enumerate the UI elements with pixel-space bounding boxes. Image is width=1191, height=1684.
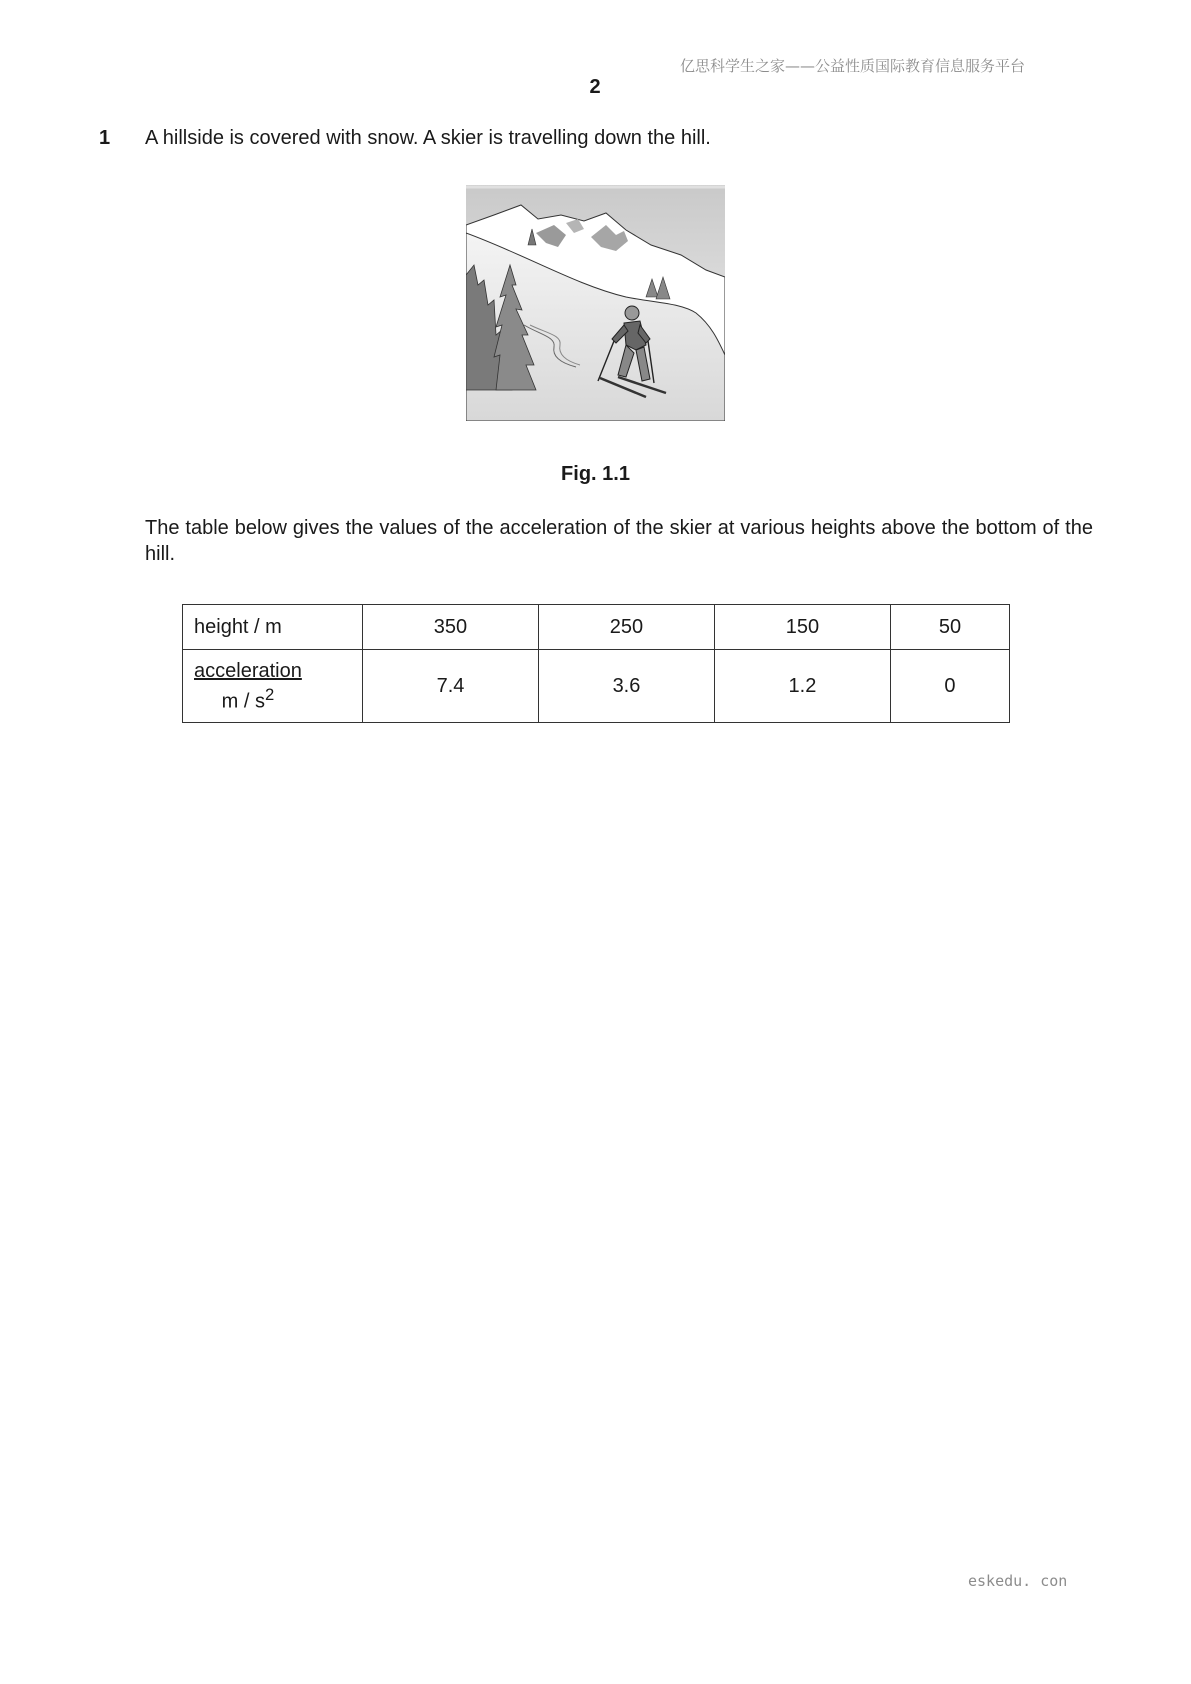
acceleration-cell: 1.2	[714, 650, 890, 723]
row-label-acceleration	[183, 650, 363, 723]
question-intro: A hillside is covered with snow. A skier is travelling down the hill.	[145, 127, 711, 149]
acceleration-label: acceleration	[194, 659, 302, 682]
table-row-acceleration	[183, 650, 1010, 723]
acceleration-cell: 7.4	[363, 650, 539, 723]
height-cell: 250	[538, 605, 714, 650]
height-cell: 350	[363, 605, 539, 650]
question-number: 1	[99, 127, 111, 149]
unit-label: m / s	[221, 690, 265, 713]
acceleration-cell: 0	[890, 650, 1009, 723]
unit-exponent: 2	[264, 684, 275, 704]
header-watermark: 亿思科学生之家——公益性质国际教育信息服务平台	[680, 57, 1026, 75]
page-number: 2	[589, 76, 601, 98]
skier-figure	[466, 185, 725, 421]
figure-caption: Fig. 1.1	[561, 463, 630, 485]
table-row-height	[183, 605, 1010, 650]
height-cell: 50	[890, 605, 1009, 650]
row-label-height: height / m	[183, 605, 363, 650]
footer-site: eskedu. con	[968, 1572, 1068, 1590]
acceleration-table	[182, 604, 1010, 723]
height-cell: 150	[714, 605, 890, 650]
acceleration-cell: 3.6	[538, 650, 714, 723]
table-intro-text: The table below gives the values of the acceleration of the skier at various heights above the bottom of the hill.	[145, 517, 1093, 565]
